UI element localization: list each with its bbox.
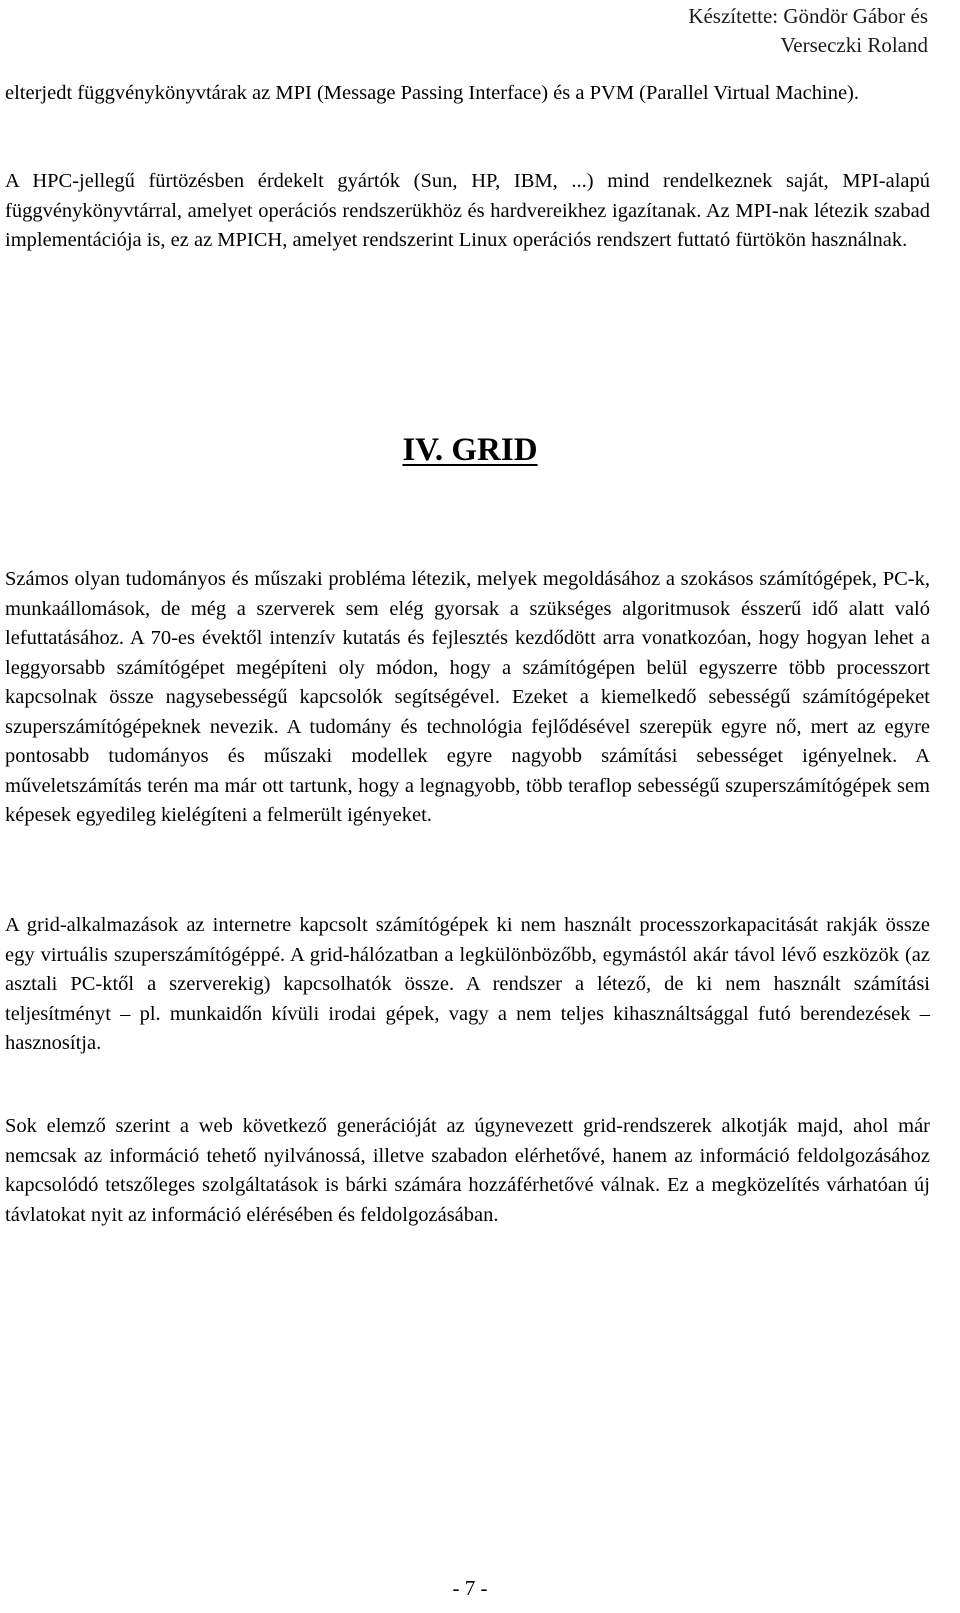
header-author-line-2: Verseczki Roland [780,33,928,57]
paragraph-web-future: Sok elemző szerint a web következő generációját az úgynevezett grid-rendszerek alkotják majd, ahol már nemcsak az információ tehető nyilvánossá, illetve szabadon elérhetővé, hanem az információ feldolgozásához kapcsolódó tetszőleges szolgáltatások is bárki számára hozzáférhetővé válnak. Ez a megközelítés várhatóan új távlatokat nyit az információ elérésében és feldolgozásában. [5,1115,930,1226]
paragraph-supercomputers: Számos olyan tudományos és műszaki probléma létezik, melyek megoldásához a szokásos számítógépek, PC-k, munkaállomások, de még a szerverek sem elég gyorsak a szükséges algoritmusok ésszerű idő alatt való lefuttatásához. A 70-es évektől intenzív kutatás és fejlesztés kezdődött arra vonatkozóan, hogy hogyan lehet a leggyorsabb számítógépet megépíteni oly módon, hogy a számítógépen belül egyszerre több processzort kapcsolnak össze nagysebességű kapcsolók segítségével. Ezeket a kiemelkedő sebességű számítógépeket szuperszámítógépeknek nevezik. A tudomány és technológia fejlődésével szerepük egyre nő, mert az egyre pontosabb tudományos és műszaki modellek egyre nagyobb számítási sebességet igényelnek. A műveletszámítás terén ma már ott tartunk, hogy a legnagyobb, több teraflop sebességű szuperszámítógépek sem képesek egyedileg kielégíteni a felmerült igényeket. [5,568,930,826]
section-heading-text: IV. GRID [402,432,538,468]
paragraph-hpc-vendors: A HPC-jellegű fürtözésben érdekelt gyártók (Sun, HP, IBM, ...) mind rendelkeznek saját, MPI-alapú függvénykönyvtárral, amelyet operációs rendszerükhöz és hardvereikhez igazítanak. Az MPI-nak létezik szabad implementációja is, ez az MPICH, amelyet rendszerint Linux operációs rendszert futtató fürtökön használnak. [5,170,930,251]
header-author-line-1: Készítette: Göndör Gábor és [688,4,928,28]
page-number: - 7 - [452,1576,488,1600]
paragraph-mpi-libraries: elterjedt függvénykönyvtárak az MPI (Message Passing Interface) és a PVM (Parallel Virtual Machine). [5,82,859,104]
section-heading [0,428,940,472]
paragraph-grid-applications: A grid-alkalmazások az internetre kapcsolt számítógépek ki nem használt processzorkapacitását rakják össze egy virtuális szuperszámítógéppé. A grid-hálózatban a legkülönbözőbb, egymástól akár távol lévő eszközök (az asztali PC-ktől a szerverekig) kapcsolhatók össze. A rendszer a létező, de ki nem használt számítási teljesítményt – pl. munkaidőn kívüli irodai gépek, vagy a nem teljes kihasználtsággal futó berendezések – hasznosítja. [5,914,930,1054]
page-header [688,2,928,60]
